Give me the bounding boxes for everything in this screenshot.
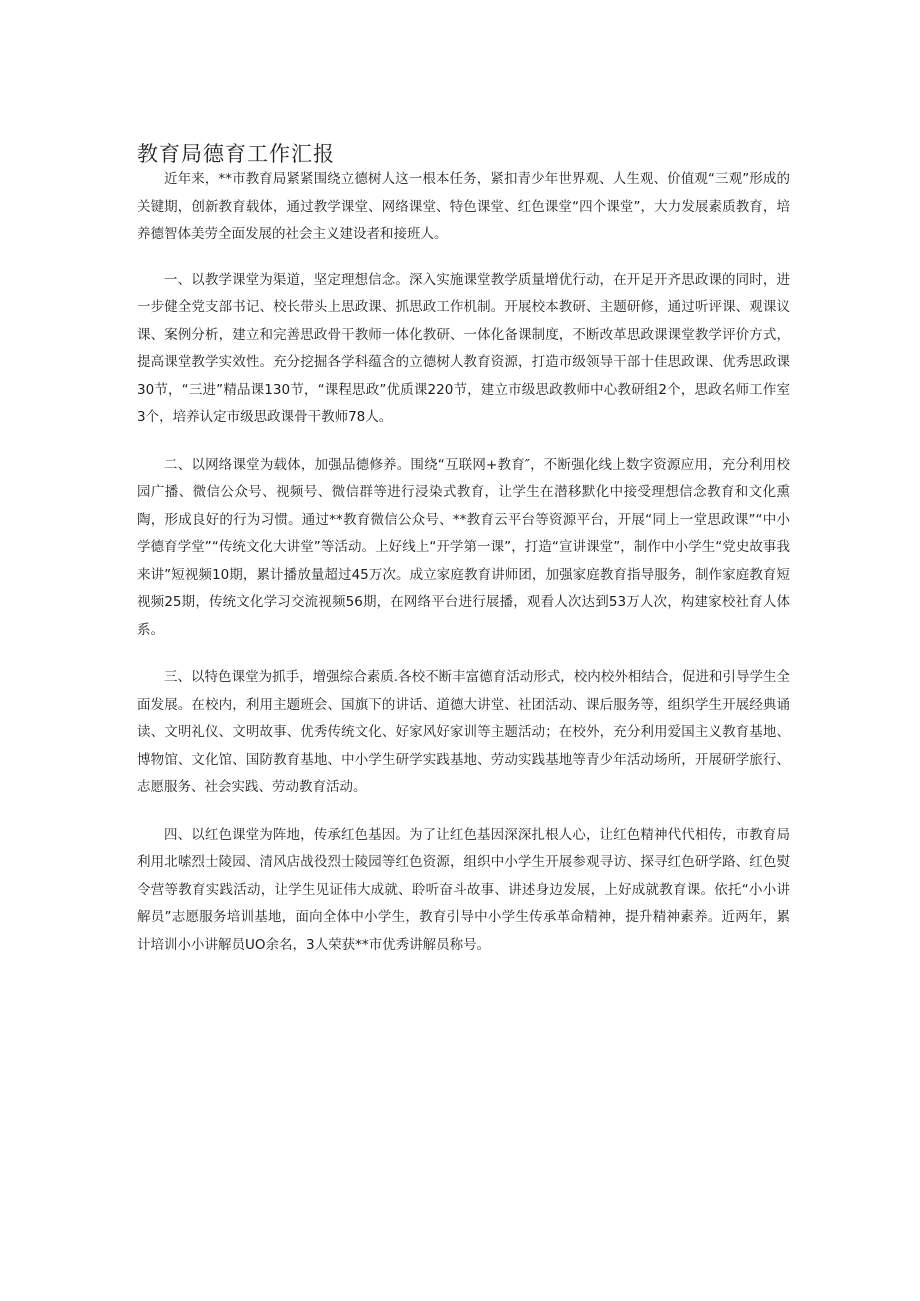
paragraph-network-classroom: 二、以网络课堂为载体，加强品德修养。围绕“互联网+教育″，不断强化线上数字资源应用，充分利用校园广播、微信公众号、视频号、微信群等进行浸染式教育，让学生在潜移默化中接受理想信念教育和文化熏陶，形成良好的行为习惯。通过**教育微信公众号、**教育云平台等资源平台，开展“同上一堂思政课”“中小学德育学堂”“传统文化大讲堂”等活动。上好线上“开学第一课”，打造“宣讲课堂”，制作中小学生“党史故事我来讲”短视频10期，累计播放量超过45万次。成立家庭教育讲师团，加强家庭教育指导服务，制作家庭教育短视频25期，传统文化学习交流视频56期，在网络平台进行展播，观看人次达到53万人次，构建家校社育人体系。: [137, 456, 790, 638]
document-body: [137, 166, 790, 959]
paragraph-feature-classroom: 三、以特色课堂为抓手，增强综合素质.各校不断丰富德育活动形式，校内校外相结合，促进和引导学生全面发展。在校内，利用主题班会、国旗下的讲话、道德大讲堂、社团活动、课后服务等，组织学生开展经典诵读、文明礼仪、文明故事、优秀传统文化、好家风好家训等主题活动；在校外，充分利用爱国主义教育基地、博物馆、文化馆、国防教育基地、中小学生研学实践基地、劳动实践基地等青少年活动场所，开展研学旅行、志愿服务、社会实践、劳动教育活动。: [137, 669, 790, 795]
paragraph-intro: 近年来，**市教育局紧紧围绕立德树人这一根本任务，紧扣青少年世界观、人生观、价值观“三观”形成的关键期，创新教育载体，通过教学课堂、网络课堂、特色课堂、红色课堂“四个课堂”，大力发展素质教育，培养德智体美劳全面发展的社会主义建设者和接班人。: [137, 171, 790, 242]
paragraph-red-classroom: 四、以红色课堂为阵地，传承红色基因。为了让红色基因深深扎根人心，让红色精神代代相传，市教育局利用北嗦烈士陵园、清风店战役烈士陵园等红色资源，组织中小学生开展参观寻访、探寻红色研学路、红色熨令营等教育实践活动，让学生见证伟大成就、聆听奋斗故事、讲述身边发展，上好成就教育课。依托“小小讲解员”志愿服务培训基地，面向全体中小学生，教育引导中小学生传承革命精神，提升精神素养。近两年，累计培训小小讲解员UO余名，3人荣获**市优秀讲解员称号。: [137, 826, 790, 953]
paragraph-teaching-classroom: 一、以教学课堂为渠道，坚定理想信念。深入实施课堂教学质量增优行动，在开足开齐思政课的同时，进一步健全党支部书记、校长带头上思政课、抓思政工作机制。开展校本教研、主题研修，通过听评课、观课议课、案例分析，建立和完善思政骨干教师一体化教研、一体化备课制度，不断改革思政课课堂教学评价方式，提高课堂教学实效性。充分挖掘各学科蕴含的立德树人教育资源，打造市级领导干部十佳思政课、优秀思政课30节，“三进”精品课130节，“课程思政”优质课220节，建立市级思政教师中心教研组2个，思政名师工作室3个，培养认定市级思政课骨干教师78人。: [137, 271, 790, 425]
document-title: 教育局德育工作汇报: [137, 142, 335, 166]
